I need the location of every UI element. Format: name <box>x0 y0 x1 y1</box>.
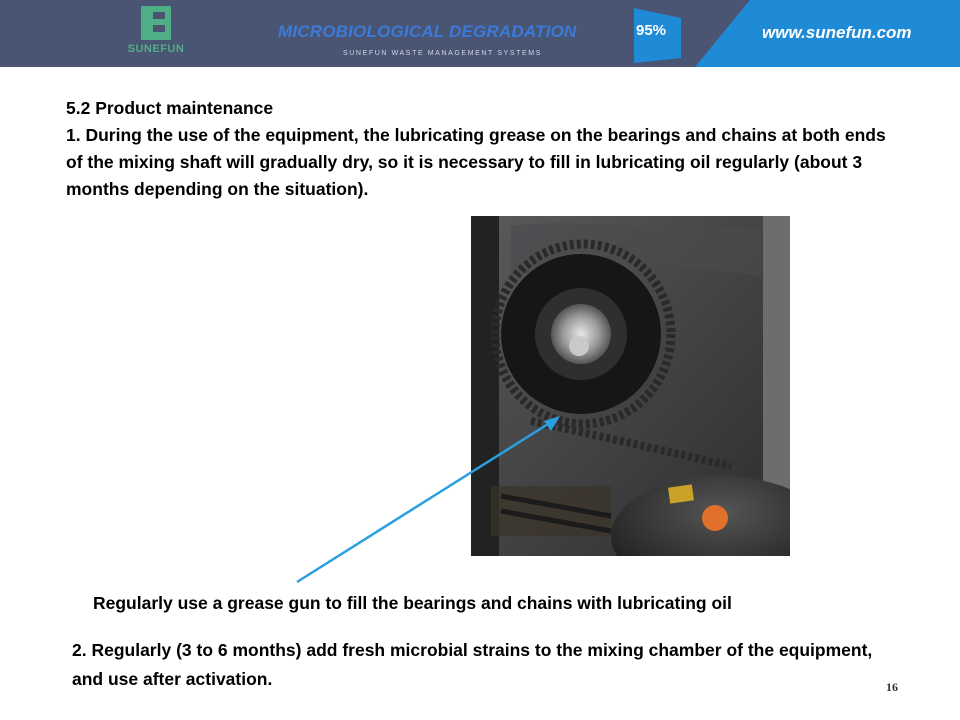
header-title: MICROBIOLOGICAL DEGRADATION <box>278 22 577 41</box>
sprocket-chain-photo <box>471 216 790 556</box>
logo-text: SUNEFUN <box>127 43 185 55</box>
percent-badge: 95% <box>636 22 667 39</box>
page-number: 16 <box>886 680 898 694</box>
maintenance-text <box>66 95 886 203</box>
header-banner <box>0 0 960 67</box>
photo-caption: Regularly use a grease gun to fill the bearings and chains with lubricating oil <box>93 593 732 613</box>
section-title: 5.2 Product maintenance <box>66 98 274 118</box>
step-1-text: 1. During the use of the equipment, the lubricating grease on the bearings and chains at both ends of the mixing shaft will gradually dry, so it is necessary to fill in lubricating oil regularly (about 3 months depending on the situation). <box>66 125 886 199</box>
website-url[interactable]: www.sunefun.com <box>762 23 912 42</box>
step-2-text: 2. Regularly (3 to 6 months) add fresh microbial strains to the mixing chamber of the equipment, and use after activation. <box>72 640 873 689</box>
header-subtitle: SUNEFUN WASTE MANAGEMENT SYSTEMS <box>343 50 542 57</box>
sunefun-logo-icon <box>141 6 171 40</box>
